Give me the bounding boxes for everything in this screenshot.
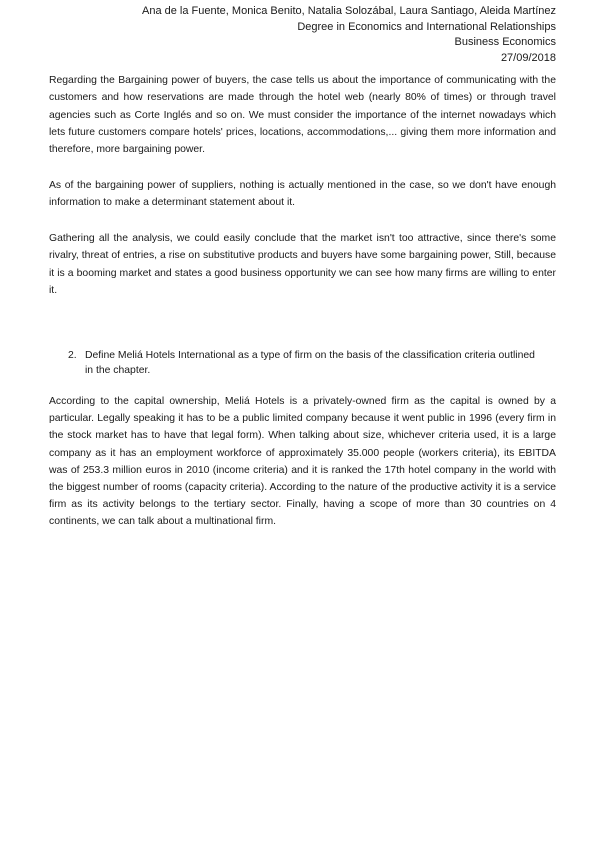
paragraph-suppliers-power: As of the bargaining power of suppliers, nothing is actually mentioned in the case, so we don't have enough information to make a determinant statement about it. xyxy=(49,180,556,209)
question-number: 2. xyxy=(68,350,77,361)
paragraph-firm-classification: According to the capital ownership, Meliá Hotels is a privately-owned firm as the capital is owned by a particular. Legally speaking it has to be a public limited company because it went public in 1996 (every firm in the stock market has to have that legal form). When talking about size, whichever criteria used, it is a large company as it has an employment workforce of approximately 35.000 people (workers criteria), its EBITDA was of 253.3 million euros in 2010 (income criteria) and it is ranked the 17th hotel company in the world with the biggest number of rooms (capacity criteria). According to the nature of the productive activity it is a service firm as its activity belongs to the tertiary sector. Finally, having a scope of more than 30 countries on 4 continents, we can talk about a multinational firm. xyxy=(49,396,556,528)
header-degree: Degree in Economics and International Relationships xyxy=(297,20,556,33)
header-authors: Ana de la Fuente, Monica Benito, Natalia Solozábal, Laura Santiago, Aleida Martínez xyxy=(142,5,556,17)
paragraph-market-conclusion: Gathering all the analysis, we could easily conclude that the market isn't too attractive, since there's some rivalry, threat of entries, a rise on substitutive products and buyers have some bargaining power, Still, because it is a booming market and states a good business opportunity we can see how many firms are willing to enter it. xyxy=(49,233,556,296)
question-text: Define Meliá Hotels International as a type of firm on the basis of the classification criteria outlined in the chapter. xyxy=(85,350,535,376)
page-header xyxy=(142,4,556,66)
header-date: 27/09/2018 xyxy=(500,51,556,64)
header-course: Business Economics xyxy=(454,36,556,48)
paragraph-buyers-power: Regarding the Bargaining power of buyers, the case tells us about the importance of communicating with the customers and how reservations are made through the hotel web (nearly 80% of times) or through travel agencies such as Corte Inglés and so on. We must consider the importance of the internet nowadays which lets future customers compare hotels' prices, locations, accommodations,... giving them more information and therefore, more bargaining power. xyxy=(49,75,556,156)
